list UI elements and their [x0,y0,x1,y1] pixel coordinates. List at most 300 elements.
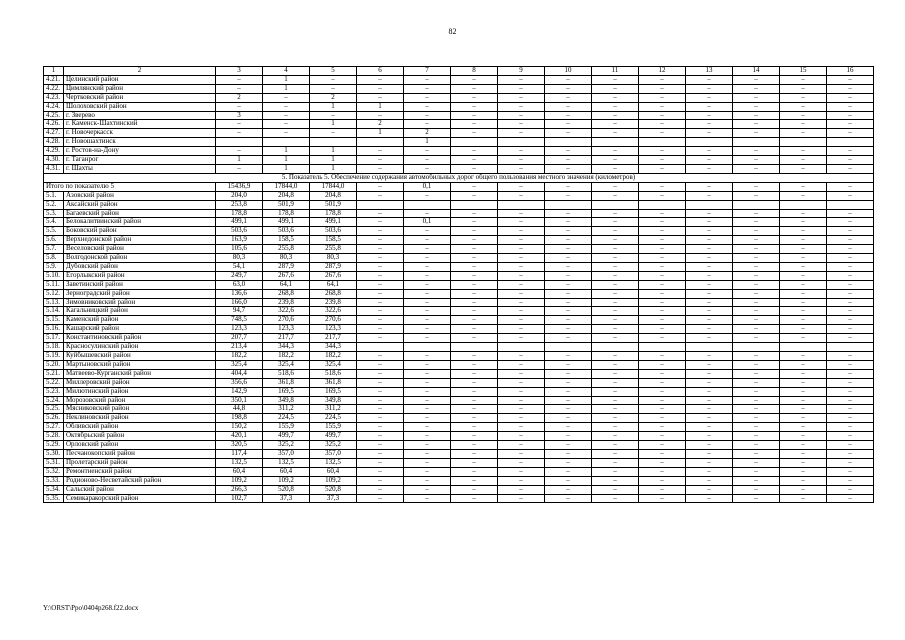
total-value: 0,1 [404,182,451,191]
row-value: – [780,156,827,165]
row-value: – [686,102,733,111]
row-name: Волгодонской район [64,254,216,263]
row-value: – [545,432,592,441]
row-value: – [780,449,827,458]
table-row [44,414,874,423]
row-value: – [263,102,310,111]
row-value: – [827,316,874,325]
row-value [780,138,827,147]
row-value: – [545,476,592,485]
table-row [44,307,874,316]
row-value: – [733,352,780,361]
row-value: – [357,352,404,361]
row-value: – [545,93,592,102]
row-number: 5.10. [44,271,64,280]
row-value: – [686,360,733,369]
row-value [780,200,827,209]
row-value: 499,1 [310,218,357,227]
row-value: – [733,254,780,263]
row-value: – [592,432,639,441]
row-name: г. Каменск-Шахтинский [64,120,216,129]
row-value: – [545,414,592,423]
table-row [44,236,874,245]
row-value: – [357,271,404,280]
table-row [44,316,874,325]
row-value: 63,0 [216,280,263,289]
header-cell: 14 [733,67,780,76]
total-value: 17844,0 [310,182,357,191]
row-value: – [780,396,827,405]
row-name: г. Новочеркасск [64,129,216,138]
row-value: – [498,93,545,102]
row-value: – [404,432,451,441]
total-value: – [545,182,592,191]
row-value: – [451,467,498,476]
row-name: Шолоховский район [64,102,216,111]
row-value: – [686,441,733,450]
row-value: – [639,423,686,432]
row-value: – [545,191,592,200]
row-value: 123,3 [310,325,357,334]
row-value: – [357,307,404,316]
row-number: 4.31. [44,164,64,173]
row-value: – [733,129,780,138]
row-value: 1 [357,129,404,138]
table-row [44,405,874,414]
row-value: – [639,156,686,165]
row-value: – [357,111,404,120]
row-value: – [827,325,874,334]
row-name: Милютинский район [64,387,216,396]
row-value: – [733,432,780,441]
row-value: – [639,485,686,494]
row-value: – [592,307,639,316]
row-value: – [498,209,545,218]
row-value: – [498,298,545,307]
row-value: – [545,111,592,120]
row-value: – [545,298,592,307]
row-number: 5.20. [44,360,64,369]
row-value [545,138,592,147]
row-value: – [733,405,780,414]
row-value: – [357,147,404,156]
row-value: – [592,262,639,271]
row-value: – [545,325,592,334]
row-value: – [733,245,780,254]
row-number: 4.22. [44,84,64,93]
row-value: 1 [310,102,357,111]
table-row [44,254,874,263]
row-value: – [686,387,733,396]
table-row [44,102,874,111]
row-number: 5.25. [44,405,64,414]
row-value: 1 [263,164,310,173]
row-value: – [592,218,639,227]
row-value: – [357,289,404,298]
row-value: – [592,156,639,165]
row-value: – [451,405,498,414]
row-value: 60,4 [310,467,357,476]
table-row [44,334,874,343]
row-value: 54,1 [216,262,263,271]
row-number: 5.35. [44,494,64,503]
row-value: 344,3 [263,343,310,352]
row-value: – [639,218,686,227]
row-value: 503,6 [263,227,310,236]
row-value: 503,6 [216,227,263,236]
row-value: – [733,387,780,396]
row-value: 213,4 [216,343,263,352]
row-value: 158,5 [263,236,310,245]
row-value: – [498,441,545,450]
row-value: 1 [263,156,310,165]
row-value: 132,5 [310,458,357,467]
row-value: – [216,84,263,93]
row-value: 182,2 [310,352,357,361]
row-value: – [404,369,451,378]
row-value: – [357,191,404,200]
total-value: – [780,182,827,191]
total-value: 17844,0 [263,182,310,191]
row-value: – [733,423,780,432]
table-row [44,360,874,369]
row-value: – [545,405,592,414]
row-value: 356,6 [216,378,263,387]
row-value: – [545,102,592,111]
row-value: – [639,129,686,138]
row-value: 1 [310,164,357,173]
row-value: 37,3 [263,494,310,503]
row-value: 499,1 [216,218,263,227]
row-number: 4.24. [44,102,64,111]
row-value: – [498,360,545,369]
row-value: 3 [216,111,263,120]
row-value: – [639,316,686,325]
row-value: 520,8 [310,485,357,494]
row-value: – [733,485,780,494]
row-value: 158,5 [310,236,357,245]
row-value: – [686,129,733,138]
header-cell: 10 [545,67,592,76]
row-value: – [780,405,827,414]
row-name: г. Новошахтинск [64,138,216,147]
row-value: – [780,93,827,102]
row-number: 5.12. [44,289,64,298]
row-value: – [357,209,404,218]
row-name: Боковский район [64,227,216,236]
page-number: 82 [448,27,457,36]
row-value: – [686,289,733,298]
row-value: 1 [357,102,404,111]
row-value [592,200,639,209]
row-value: – [498,485,545,494]
row-value: 155,9 [310,423,357,432]
row-value [733,138,780,147]
row-value: – [827,360,874,369]
row-number: 4.29. [44,147,64,156]
row-value: 287,9 [263,262,310,271]
row-value: – [733,441,780,450]
row-name: Октябрьский район [64,432,216,441]
row-number: 5.19. [44,352,64,361]
row-value [498,200,545,209]
row-value: – [545,378,592,387]
total-value: – [498,182,545,191]
row-value: – [827,102,874,111]
row-value: – [357,485,404,494]
row-value: – [357,262,404,271]
row-value: – [733,102,780,111]
row-value: – [545,84,592,93]
row-value: – [404,120,451,129]
row-value: – [451,494,498,503]
row-value: – [639,111,686,120]
row-value: 1 [263,147,310,156]
row-value: – [404,334,451,343]
table-row [44,138,874,147]
row-value: – [263,129,310,138]
row-value: – [451,387,498,396]
row-value: – [451,236,498,245]
row-value: – [263,111,310,120]
row-value: 163,9 [216,236,263,245]
row-value: – [451,218,498,227]
row-value [404,200,451,209]
row-value: – [686,405,733,414]
row-value: 270,6 [310,316,357,325]
row-value: – [686,209,733,218]
table-row [44,129,874,138]
row-value: – [639,164,686,173]
row-value: 518,6 [310,369,357,378]
row-value: – [686,458,733,467]
row-value: – [780,423,827,432]
row-value: – [545,147,592,156]
row-value: – [592,467,639,476]
row-value: – [686,262,733,271]
row-value: – [827,476,874,485]
row-value: – [686,75,733,84]
row-value: 349,8 [310,396,357,405]
row-value: – [404,423,451,432]
row-value: – [639,75,686,84]
row-value: – [404,209,451,218]
row-value: – [404,316,451,325]
row-value: – [357,449,404,458]
row-value: – [827,449,874,458]
row-value: – [498,476,545,485]
row-name: Куйбышевский район [64,352,216,361]
row-value: 204,8 [263,191,310,200]
header-cell: 11 [592,67,639,76]
row-value: 224,5 [310,414,357,423]
row-value: – [780,236,827,245]
row-name: Константиновский район [64,334,216,343]
row-value: – [827,147,874,156]
row-value: 503,6 [310,227,357,236]
row-name: Миллеровский район [64,378,216,387]
row-value: – [592,485,639,494]
row-name: Красносулинский район [64,343,216,352]
row-value [686,200,733,209]
row-value: – [686,307,733,316]
row-value: – [733,164,780,173]
row-value: – [357,236,404,245]
row-value: – [733,289,780,298]
row-value: 1 [310,156,357,165]
row-value: – [827,423,874,432]
row-value: – [498,378,545,387]
table-row [44,271,874,280]
row-value: 109,2 [310,476,357,485]
row-value: – [592,129,639,138]
row-value: – [310,84,357,93]
row-value: – [357,476,404,485]
table-row [44,396,874,405]
row-value: 322,6 [263,307,310,316]
row-value [451,200,498,209]
row-value: – [357,441,404,450]
row-value: 748,5 [216,316,263,325]
row-value: – [733,271,780,280]
row-value: – [498,236,545,245]
row-value: 166,0 [216,298,263,307]
row-value: – [686,414,733,423]
row-value: – [357,396,404,405]
row-value: – [686,449,733,458]
row-value: – [498,280,545,289]
row-value: 501,9 [263,200,310,209]
row-value: – [451,307,498,316]
row-value: – [451,209,498,218]
table-body [44,67,874,503]
row-value: – [827,111,874,120]
row-value: 255,8 [263,245,310,254]
table-row [44,298,874,307]
row-value: – [545,75,592,84]
row-value: – [545,129,592,138]
row-name: Веселовский район [64,245,216,254]
row-value: – [827,289,874,298]
row-value: – [451,289,498,298]
row-number: 5.28. [44,432,64,441]
row-value: – [827,405,874,414]
row-name: Орловский район [64,441,216,450]
row-value: – [592,191,639,200]
row-value: – [498,191,545,200]
table-row [44,200,874,209]
row-name: г. Таганрог [64,156,216,165]
row-value: – [733,369,780,378]
row-value: – [780,209,827,218]
row-value: – [733,298,780,307]
row-value: 1 [263,84,310,93]
row-value: – [404,449,451,458]
row-value: – [451,325,498,334]
row-value: – [592,93,639,102]
row-value: – [498,423,545,432]
row-number: 5.22. [44,378,64,387]
table-row [44,280,874,289]
row-value: – [498,458,545,467]
row-value: – [780,441,827,450]
row-value: – [498,316,545,325]
row-value: – [357,254,404,263]
row-value: – [639,414,686,423]
row-value: – [451,254,498,263]
row-number: 5.18. [44,343,64,352]
row-name: Неклиновский район [64,414,216,423]
row-value: 224,5 [263,414,310,423]
row-value: – [592,209,639,218]
row-value: – [733,476,780,485]
row-value: – [498,467,545,476]
header-row [44,67,874,76]
row-value: – [686,84,733,93]
row-value: – [592,494,639,503]
row-value: – [592,396,639,405]
row-value: – [357,334,404,343]
row-value: – [451,93,498,102]
total-value: 15436,9 [216,182,263,191]
total-row [44,182,874,191]
row-value: – [733,156,780,165]
row-value: – [639,84,686,93]
row-value: – [780,280,827,289]
header-cell: 7 [404,67,451,76]
row-number: 5.27. [44,423,64,432]
row-value: – [827,227,874,236]
row-value: – [780,476,827,485]
row-value: – [827,432,874,441]
row-number: 5.17. [44,334,64,343]
row-value: – [639,93,686,102]
row-value: 420,1 [216,432,263,441]
row-value: 499,7 [263,432,310,441]
row-value: – [592,423,639,432]
row-value: – [592,441,639,450]
row-value: – [498,120,545,129]
row-value: – [827,254,874,263]
row-value: – [545,164,592,173]
row-number: 4.26. [44,120,64,129]
table-row [44,164,874,173]
table-row [44,458,874,467]
row-number: 5.2. [44,200,64,209]
row-value: – [686,316,733,325]
table-row [44,209,874,218]
table-row [44,343,874,352]
row-value: – [639,396,686,405]
row-value: 311,2 [263,405,310,414]
row-name: Пролетарский район [64,458,216,467]
footer-file-path: Y:\ORST\Ppo\0404p268.f22.docx [43,604,139,612]
row-value: – [545,396,592,405]
row-value [592,343,639,352]
header-cell: 9 [498,67,545,76]
row-value: – [498,369,545,378]
row-value: – [733,191,780,200]
row-value: – [639,494,686,503]
row-value: 155,9 [263,423,310,432]
row-value: – [357,414,404,423]
table-row [44,325,874,334]
row-value: – [592,102,639,111]
row-value: – [404,245,451,254]
row-value: – [592,352,639,361]
row-value: – [404,280,451,289]
row-value: 105,6 [216,245,263,254]
